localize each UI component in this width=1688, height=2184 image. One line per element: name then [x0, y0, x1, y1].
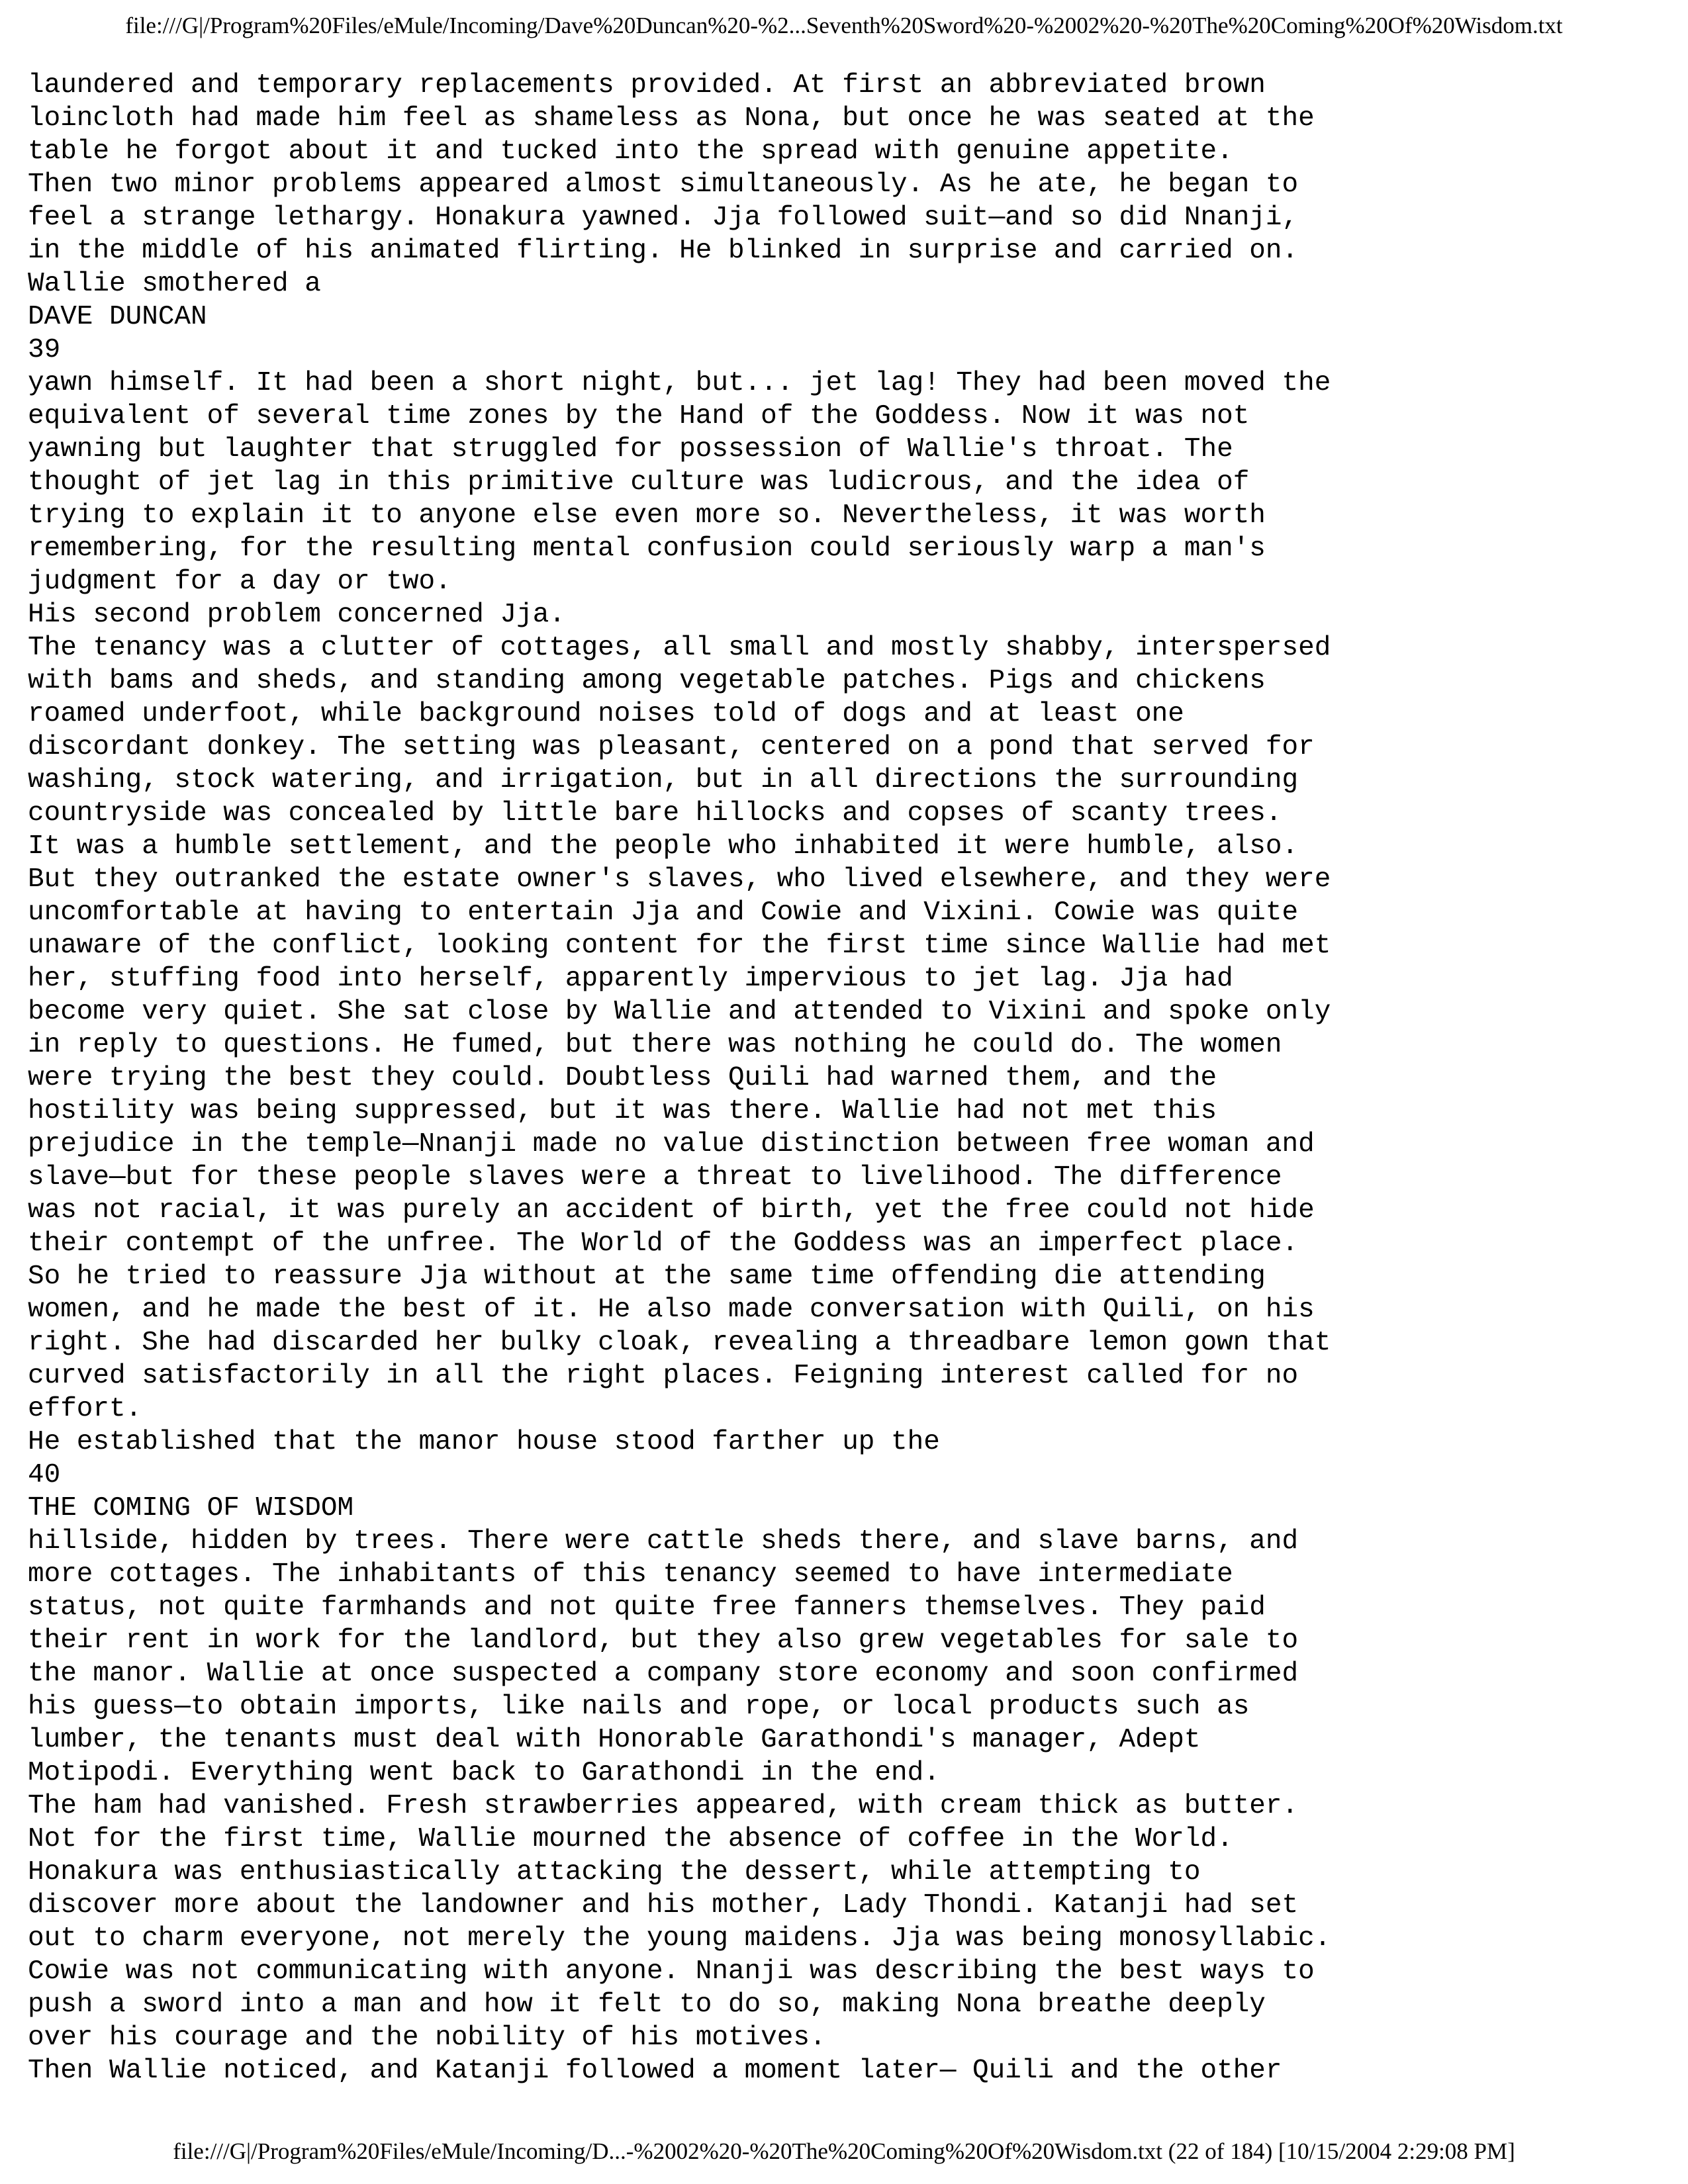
text-line: yawn himself. It had been a short night, but... jet lag! They had been moved the: [28, 368, 1331, 398]
text-line: status, not quite farmhands and not quite free fanners themselves. They paid: [28, 1592, 1266, 1623]
text-line: yawning but laughter that struggled for possession of Wallie's throat. The: [28, 434, 1233, 465]
text-line: curved satisfactorily in all the right places. Feigning interest called for no: [28, 1361, 1299, 1391]
text-line: lumber, the tenants must deal with Honorable Garathondi's manager, Adept: [28, 1725, 1201, 1755]
text-line: effort.: [28, 1394, 142, 1424]
text-line: discordant donkey. The setting was pleasant, centered on a pond that served for: [28, 732, 1315, 762]
text-line: women, and he made the best of it. He also made conversation with Quili, on his: [28, 1295, 1315, 1325]
text-line: the manor. Wallie at once suspected a company store economy and soon confirmed: [28, 1659, 1299, 1689]
text-line: Cowie was not communicating with anyone. Nnanji was describing the best ways to: [28, 1956, 1315, 1987]
text-line: out to charm everyone, not merely the young maidens. Jja was being monosyllabic.: [28, 1923, 1331, 1954]
text-line: unaware of the conflict, looking content for the first time since Wallie had met: [28, 931, 1331, 961]
text-line: Then Wallie noticed, and Katanji followed a moment later— Quili and the other: [28, 2056, 1282, 2086]
page-header-file-path: file:///G|/Program%20Files/eMule/Incoming/Dave%20Duncan%20-%2...Seventh%20Sword%20-%2002%20-%20The%20Coming%20Of%20Wisdom.txt: [125, 13, 1563, 38]
text-line: 39: [28, 335, 61, 365]
text-line: hostility was being suppressed, but it was there. Wallie had not met this: [28, 1096, 1217, 1126]
text-line: his guess—to obtain imports, like nails and rope, or local products such as: [28, 1692, 1250, 1722]
text-line: The ham had vanished. Fresh strawberries appeared, with cream thick as butter.: [28, 1791, 1299, 1821]
text-line: laundered and temporary replacements provided. At first an abbreviated brown: [28, 70, 1266, 101]
text-line: Wallie smothered a: [28, 269, 321, 299]
text-line: The tenancy was a clutter of cottages, all small and mostly shabby, interspersed: [28, 633, 1331, 663]
text-line: slave—but for these people slaves were a threat to livelihood. The difference: [28, 1162, 1282, 1193]
document-body: [28, 69, 1669, 2087]
text-line: become very quiet. She sat close by Wallie and attended to Vixini and spoke only: [28, 997, 1331, 1027]
text-line: push a sword into a man and how it felt to do so, making Nona breathe deeply: [28, 1989, 1266, 2020]
page-footer-file-info: file:///G|/Program%20Files/eMule/Incoming/D...-%2002%20-%20The%20Coming%20Of%20Wisdom.txt (22 of 184) [10/15/2004 2:29:08 PM]: [173, 2138, 1515, 2164]
text-line: Then two minor problems appeared almost simultaneously. As he ate, he began to: [28, 169, 1299, 200]
text-line: He established that the manor house stood farther up the: [28, 1427, 940, 1457]
text-line: remembering, for the resulting mental confusion could seriously warp a man's: [28, 533, 1266, 564]
text-line: THE COMING OF WISDOM: [28, 1493, 354, 1524]
text-line: washing, stock watering, and irrigation, but in all directions the surrounding: [28, 765, 1299, 796]
text-line: hillside, hidden by trees. There were cattle sheds there, and slave barns, and: [28, 1526, 1299, 1557]
text-line: But they outranked the estate owner's slaves, who lived elsewhere, and they were: [28, 864, 1331, 895]
text-line: countryside was concealed by little bare hillocks and copses of scanty trees.: [28, 798, 1282, 829]
text-line: It was a humble settlement, and the people who inhabited it were humble, also.: [28, 831, 1299, 862]
text-line: in reply to questions. He fumed, but there was nothing he could do. The women: [28, 1030, 1282, 1060]
text-line: her, stuffing food into herself, apparently impervious to jet lag. Jja had: [28, 964, 1233, 994]
text-line: right. She had discarded her bulky cloak, revealing a threadbare lemon gown that: [28, 1328, 1331, 1358]
text-line: was not racial, it was purely an accident of birth, yet the free could not hide: [28, 1195, 1315, 1226]
text-line: uncomfortable at having to entertain Jja and Cowie and Vixini. Cowie was quite: [28, 897, 1299, 928]
text-line: thought of jet lag in this primitive culture was ludicrous, and the idea of: [28, 467, 1250, 498]
text-line: table he forgot about it and tucked into the spread with genuine appetite.: [28, 136, 1233, 167]
text-line: loincloth had made him feel as shameless as Nona, but once he was seated at the: [28, 103, 1315, 134]
text-line: His second problem concerned Jja.: [28, 600, 565, 630]
text-line: prejudice in the temple—Nnanji made no value distinction between free woman and: [28, 1129, 1315, 1160]
text-line: discover more about the landowner and his mother, Lady Thondi. Katanji had set: [28, 1890, 1299, 1921]
text-line: So he tried to reassure Jja without at the same time offending die attending: [28, 1261, 1266, 1292]
text-line: Not for the first time, Wallie mourned the absence of coffee in the World.: [28, 1824, 1233, 1854]
text-line: trying to explain it to anyone else even more so. Nevertheless, it was worth: [28, 500, 1266, 531]
text-line: equivalent of several time zones by the Hand of the Goddess. Now it was not: [28, 401, 1250, 432]
text-line: with bams and sheds, and standing among vegetable patches. Pigs and chickens: [28, 666, 1266, 696]
text-line: 40: [28, 1460, 61, 1490]
text-line: judgment for a day or two.: [28, 567, 451, 597]
text-line: were trying the best they could. Doubtless Quili had warned them, and the: [28, 1063, 1217, 1093]
text-line: Honakura was enthusiastically attacking the dessert, while attempting to: [28, 1857, 1201, 1888]
text-line: feel a strange lethargy. Honakura yawned. Jja followed suit—and so did Nnanji,: [28, 203, 1299, 233]
text-line: their rent in work for the landlord, but they also grew vegetables for sale to: [28, 1625, 1299, 1656]
text-line: roamed underfoot, while background noises told of dogs and at least one: [28, 699, 1184, 729]
text-line: Motipodi. Everything went back to Garathondi in the end.: [28, 1758, 940, 1788]
text-line: over his courage and the nobility of his motives.: [28, 2023, 826, 2053]
text-line: in the middle of his animated flirting. He blinked in surprise and carried on.: [28, 236, 1299, 266]
text-line: more cottages. The inhabitants of this tenancy seemed to have intermediate: [28, 1559, 1233, 1590]
text-line: DAVE DUNCAN: [28, 302, 207, 332]
text-line: their contempt of the unfree. The World of the Goddess was an imperfect place.: [28, 1228, 1299, 1259]
